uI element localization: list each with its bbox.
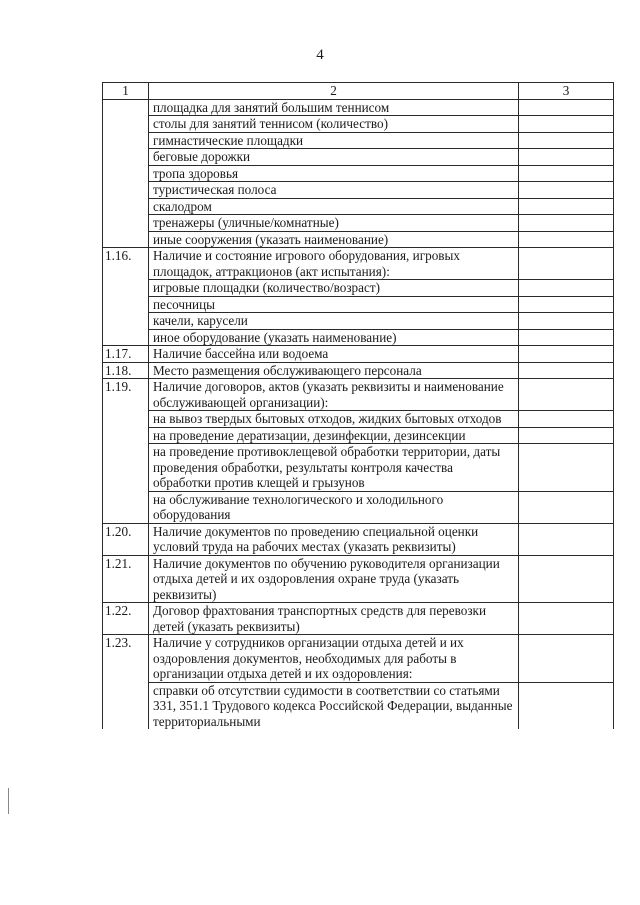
item-value-cell[interactable] (519, 313, 614, 330)
item-number (103, 329, 149, 346)
table-row (103, 313, 614, 330)
margin-mark (8, 788, 9, 814)
item-value-cell[interactable] (519, 635, 614, 683)
item-description: скалодром (149, 198, 519, 215)
item-value-cell[interactable] (519, 116, 614, 133)
item-description: Наличие документов по обучению руководителя организации отдыха детей и их оздоровления охране труда (указать реквизиты) (149, 555, 519, 603)
item-value-cell[interactable] (519, 215, 614, 232)
item-value-cell[interactable] (519, 296, 614, 313)
item-description: на обслуживание технологического и холодильного оборудования (149, 491, 519, 523)
item-number (103, 427, 149, 444)
item-number (103, 116, 149, 133)
item-number: 1.16. (103, 248, 149, 280)
item-value-cell[interactable] (519, 523, 614, 555)
item-number (103, 149, 149, 166)
item-value-cell[interactable] (519, 346, 614, 363)
table-row (103, 116, 614, 133)
item-description: Наличие и состояние игрового оборудования, игровых площадок, аттракционов (акт испытания): (149, 248, 519, 280)
table-row (103, 362, 614, 379)
table-row (103, 231, 614, 248)
item-number (103, 411, 149, 428)
item-value-cell[interactable] (519, 362, 614, 379)
item-number (103, 99, 149, 116)
item-value-cell[interactable] (519, 682, 614, 729)
table-row (103, 491, 614, 523)
table-row (103, 198, 614, 215)
item-description: Наличие документов по проведению специальной оценки условий труда на рабочих местах (указать реквизиты) (149, 523, 519, 555)
item-value-cell[interactable] (519, 555, 614, 603)
item-description: Место размещения обслуживающего персонала (149, 362, 519, 379)
item-description: качели, карусели (149, 313, 519, 330)
item-value-cell[interactable] (519, 491, 614, 523)
column-header-2: 2 (149, 83, 519, 100)
item-description: песочницы (149, 296, 519, 313)
item-value-cell[interactable] (519, 99, 614, 116)
table-row (103, 99, 614, 116)
table-row (103, 280, 614, 297)
table-row (103, 682, 614, 729)
item-number: 1.18. (103, 362, 149, 379)
item-description: Договор фрахтования транспортных средств для перевозки детей (указать реквизиты) (149, 603, 519, 635)
item-description: иное оборудование (указать наименование) (149, 329, 519, 346)
table-row (103, 296, 614, 313)
item-description: гимнастические площадки (149, 132, 519, 149)
item-value-cell[interactable] (519, 149, 614, 166)
table-row (103, 444, 614, 492)
item-number (103, 165, 149, 182)
table-row (103, 427, 614, 444)
item-number (103, 198, 149, 215)
item-number (103, 296, 149, 313)
item-number (103, 231, 149, 248)
table-row (103, 346, 614, 363)
item-value-cell[interactable] (519, 165, 614, 182)
item-description: на вывоз твердых бытовых отходов, жидких бытовых отходов (149, 411, 519, 428)
item-number (103, 132, 149, 149)
item-description: тропа здоровья (149, 165, 519, 182)
item-description: беговые дорожки (149, 149, 519, 166)
item-number (103, 444, 149, 492)
item-number (103, 182, 149, 199)
table-row (103, 215, 614, 232)
item-value-cell[interactable] (519, 329, 614, 346)
table-row (103, 165, 614, 182)
item-description: Наличие договоров, актов (указать реквизиты и наименование обслуживающей организации): (149, 379, 519, 411)
item-value-cell[interactable] (519, 198, 614, 215)
item-description: туристическая полоса (149, 182, 519, 199)
item-description: иные сооружения (указать наименование) (149, 231, 519, 248)
table-row (103, 411, 614, 428)
item-number: 1.20. (103, 523, 149, 555)
item-value-cell[interactable] (519, 427, 614, 444)
item-number (103, 313, 149, 330)
table-row (103, 555, 614, 603)
column-header-3: 3 (519, 83, 614, 100)
table-row (103, 603, 614, 635)
table-row (103, 635, 614, 683)
item-value-cell[interactable] (519, 280, 614, 297)
item-value-cell[interactable] (519, 231, 614, 248)
table-row (103, 149, 614, 166)
item-description: игровые площадки (количество/возраст) (149, 280, 519, 297)
item-number: 1.17. (103, 346, 149, 363)
item-description: тренажеры (уличные/комнатные) (149, 215, 519, 232)
table-row (103, 329, 614, 346)
table-row (103, 182, 614, 199)
item-value-cell[interactable] (519, 444, 614, 492)
item-value-cell[interactable] (519, 182, 614, 199)
item-number (103, 491, 149, 523)
item-number (103, 682, 149, 729)
inspection-table (102, 82, 614, 729)
item-number: 1.22. (103, 603, 149, 635)
table-row (103, 523, 614, 555)
item-description: на проведение дератизации, дезинфекции, дезинсекции (149, 427, 519, 444)
table-header-row (103, 83, 614, 100)
item-description: на проведение противоклещевой обработки территории, даты проведения обработки, результаты контроля качества обработки против клещей и грызунов (149, 444, 519, 492)
item-number (103, 215, 149, 232)
item-description: столы для занятий теннисом (количество) (149, 116, 519, 133)
item-value-cell[interactable] (519, 603, 614, 635)
table-row (103, 132, 614, 149)
table-row (103, 379, 614, 411)
item-number: 1.21. (103, 555, 149, 603)
column-header-1: 1 (103, 83, 149, 100)
item-description: Наличие у сотрудников организации отдыха детей и их оздоровления документов, необходимых для работы в организации отдыха детей и их оздоровления: (149, 635, 519, 683)
item-number: 1.19. (103, 379, 149, 411)
item-description: площадка для занятий большим теннисом (149, 99, 519, 116)
item-number: 1.23. (103, 635, 149, 683)
item-number (103, 280, 149, 297)
item-value-cell[interactable] (519, 248, 614, 280)
item-description: Наличие бассейна или водоема (149, 346, 519, 363)
item-description: справки об отсутствии судимости в соответствии со статьями 331, 351.1 Трудового кодекса Российской Федерации, выданные территориальными (149, 682, 519, 729)
page-number: 4 (316, 47, 324, 63)
table-row (103, 248, 614, 280)
item-value-cell[interactable] (519, 132, 614, 149)
item-value-cell[interactable] (519, 411, 614, 428)
item-value-cell[interactable] (519, 379, 614, 411)
